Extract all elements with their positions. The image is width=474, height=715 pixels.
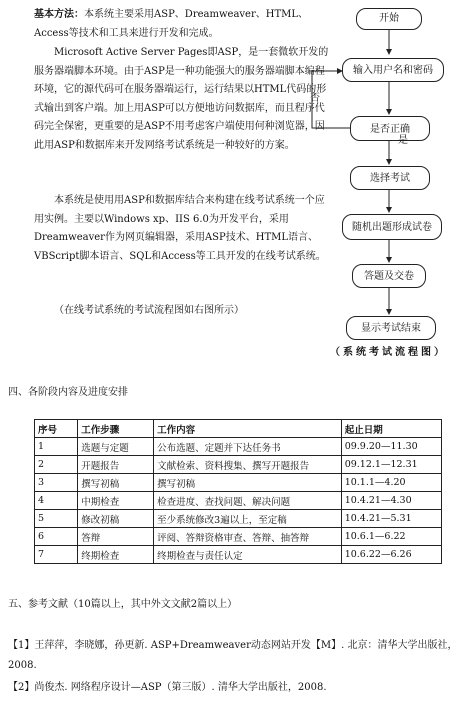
exam-flowchart <box>300 4 474 364</box>
cell-dates: 10.1.1—4.20 <box>341 474 441 492</box>
cell-content: 至少系统修改3遍以上，至定稿 <box>154 510 342 528</box>
cell-step: 修改初稿 <box>78 510 154 528</box>
schedule-header-row <box>35 420 442 438</box>
header-step: 工作步骤 <box>78 420 154 438</box>
cell-seq: 1 <box>35 438 78 456</box>
flow-step-end: 显示考试结束 <box>346 316 436 340</box>
flow-step-answer-submit: 答题及交卷 <box>352 264 426 288</box>
table-row <box>35 492 442 510</box>
intro-lead <box>34 6 334 43</box>
schedule-table-wrap <box>34 419 442 564</box>
cell-seq: 4 <box>35 492 78 510</box>
cell-content: 公布选题、定题并下达任务书 <box>154 438 342 456</box>
flowchart-caption: （系统考试流程图） <box>330 347 447 358</box>
cell-content: 撰写初稿 <box>154 474 342 492</box>
table-row <box>35 510 442 528</box>
table-row <box>35 438 442 456</box>
cell-dates: 09.9.20—11.30 <box>341 438 441 456</box>
table-row <box>35 456 442 474</box>
intro-label: 基本方法： <box>34 9 84 20</box>
cell-seq: 7 <box>35 546 78 564</box>
header-seq: 序号 <box>35 420 78 438</box>
cell-seq: 6 <box>35 528 78 546</box>
intro-paragraph-system: 本系统是使用用ASP和数据库结合来构建在线考试系统一个应用实例。主要以Windows xp、IIS 6.0为开发平台，采用Dreamweaver作为网页编辑器，采用ASP技术、HTML语言、VBScript脚本语言、SQL和Access等工具开发的在线考试系统。 <box>34 195 326 262</box>
cell-dates: 10.4.21—5.31 <box>341 510 441 528</box>
cell-step: 选题与定题 <box>78 438 154 456</box>
cell-seq: 5 <box>35 510 78 528</box>
cell-dates: 10.4.21—4.30 <box>341 492 441 510</box>
flow-yes-label: 是 <box>398 135 408 146</box>
reference-1: 【1】王萍萍，李晓娜，孙更新. ASP+Dreamweaver动态网站开发【M】. 北京：清华大学出版社，2008. <box>8 640 458 671</box>
cell-step: 终期检查 <box>78 546 154 564</box>
cell-dates: 10.6.22—6.26 <box>341 546 441 564</box>
cell-step: 开题报告 <box>78 456 154 474</box>
header-content: 工作内容 <box>154 420 342 438</box>
flow-step-start: 开始 <box>356 8 422 30</box>
intro-lead-text: 本系统主要采用ASP、Dreamweaver、HTML、Access等技术和工具来进行开发和完成。 <box>34 9 309 39</box>
table-row <box>35 528 442 546</box>
header-dates: 起止日期 <box>341 420 441 438</box>
cell-step: 中期检查 <box>78 492 154 510</box>
section4-title: 四、各阶段内容及进度安排 <box>8 387 128 398</box>
section5-title: 五、参考文献（10篇以上，其中外文文献2篇以上） <box>8 599 238 610</box>
intro-paragraph-asp: Microsoft Active Server Pages即ASP，是一套微软开发的服务器端脚本环境。由于ASP是一种功能强大的服务器端脚本编程环境，它的源代码可在服务器端运行，运行结果以HTML代码的形式输出到客户端。加上用ASP可以方便地访问数据库，而且程序代码完全保密，更重要的是ASP不用考虑客户端使用何种浏览器，因此用ASP和数据库来开发网络考试系统是一种较好的方案。 <box>34 47 329 151</box>
cell-seq: 3 <box>35 474 78 492</box>
cell-dates: 09.12.1—12.31 <box>341 456 441 474</box>
cell-content: 检查进度、查找问题、解决问题 <box>154 492 342 510</box>
flow-step-check: 是否正确 <box>350 116 430 141</box>
flow-step-login: 输入用户名和密码 <box>342 58 444 82</box>
intro-note: （在线考试系统的考试流程图如右图所示） <box>54 305 244 316</box>
cell-content: 评阅、答辩资格审查、答辩、抽答辩 <box>154 528 342 546</box>
cell-seq: 2 <box>35 456 78 474</box>
cell-content: 终期检查与责任认定 <box>154 546 342 564</box>
reference-2: 【2】尚俊杰. 网络程序设计—ASP（第三版）. 清华大学出版社，2008. <box>8 682 327 693</box>
flow-step-generate-paper: 随机出题形成试卷 <box>342 214 442 240</box>
flow-no-label: 否 <box>310 93 320 104</box>
cell-content: 文献检索、资料搜集、撰写开题报告 <box>154 456 342 474</box>
cell-step: 撰写初稿 <box>78 474 154 492</box>
flow-step-select-exam: 选择考试 <box>350 166 430 190</box>
table-row <box>35 546 442 564</box>
schedule-table <box>34 419 442 564</box>
cell-step: 答辩 <box>78 528 154 546</box>
cell-dates: 10.6.1—6.22 <box>341 528 441 546</box>
table-row <box>35 474 442 492</box>
